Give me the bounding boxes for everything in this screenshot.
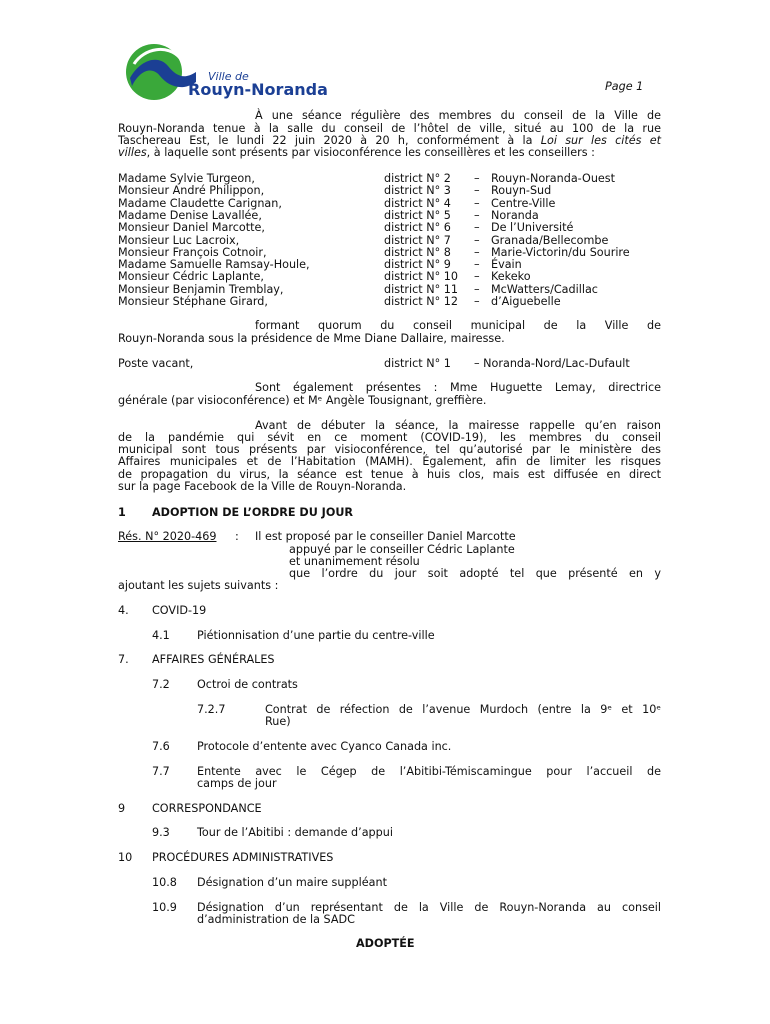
resolution-colon: :	[235, 530, 239, 543]
member-area: Noranda	[491, 208, 539, 222]
quorum-line-1: formant quorum du conseil municipal de la Ville de	[255, 319, 661, 332]
member-district: district N° 11	[384, 282, 458, 296]
member-name: Monsieur Daniel Marcotte,	[118, 221, 265, 235]
present-line-2: générale (par visioconférence) et Mᵉ Angèle Tousignant, greffière.	[118, 394, 487, 407]
agenda-7-6-text: Protocole d’entente avec Cyanco Canada inc.	[197, 740, 452, 753]
adopted-label: ADOPTÉE	[356, 937, 415, 950]
agenda-7-title: AFFAIRES GÉNÉRALES	[152, 653, 275, 666]
member-area: McWatters/Cadillac	[491, 282, 598, 296]
city-logo	[124, 42, 344, 102]
agenda-7-6-num: 7.6	[152, 740, 170, 753]
agenda-9-3-text: Tour de l’Abitibi : demande d’appui	[197, 826, 393, 839]
agenda-7-2-7-num: 7.2.7	[197, 703, 226, 716]
section-title: ADOPTION DE L’ORDRE DU JOUR	[152, 506, 354, 519]
member-name: Madame Denise Lavallée,	[118, 208, 262, 222]
vacant-label: Poste vacant,	[118, 357, 194, 370]
agenda-10-9-line-2: d’administration de la SADC	[197, 913, 355, 926]
member-dash: –	[474, 258, 480, 272]
member-dash: –	[474, 282, 480, 296]
member-district: district N° 2	[384, 172, 451, 185]
agenda-4-title: COVID-19	[152, 604, 207, 617]
agenda-7-num: 7.	[118, 653, 129, 666]
member-name: Madame Sylvie Turgeon,	[118, 172, 255, 185]
member-name: Monsieur Stéphane Girard,	[118, 295, 268, 308]
resolution-ref: Rés. N° 2020-469	[118, 530, 217, 543]
member-dash: –	[474, 221, 480, 235]
member-district: district N° 6	[384, 221, 451, 235]
agenda-9-title: CORRESPONDANCE	[152, 802, 262, 815]
resolution-line-5: ajoutant les sujets suivants :	[118, 579, 279, 592]
member-dash: –	[474, 208, 480, 222]
member-district: district N° 9	[384, 258, 451, 272]
member-name: Madame Claudette Carignan,	[118, 196, 282, 210]
page-number: Page 1	[605, 80, 644, 93]
member-district: district N° 7	[384, 233, 451, 247]
vacant-district: district N° 1	[384, 357, 451, 370]
agenda-10-8-text: Désignation d’un maire suppléant	[197, 876, 387, 889]
intro-line-2: Rouyn-Noranda tenue à la salle du conseil de l’hôtel de ville, situé au 100 de la rue	[118, 122, 661, 135]
resolution-line-2: appuyé par le conseiller Cédric Laplante	[289, 543, 515, 556]
agenda-10-title: PROCÉDURES ADMINISTRATIVES	[152, 851, 334, 864]
covid-line-5: de propagation du virus, la séance est tenue à huis clos, mais est diffusée en direct	[118, 468, 661, 481]
member-name: Monsieur André Philippon,	[118, 184, 265, 198]
agenda-9-num: 9	[118, 802, 126, 815]
member-area: Évain	[491, 258, 522, 272]
member-area: Rouyn-Sud	[491, 184, 552, 198]
quorum-line-2: Rouyn-Noranda sous la présidence de Mme Diane Dallaire, mairesse.	[118, 332, 505, 345]
member-district: district N° 10	[384, 270, 458, 284]
covid-line-3: municipal sont tous présents par visioconférence, tel qu’autorisé par le ministère des	[118, 443, 661, 456]
agenda-4-num: 4.	[118, 604, 129, 617]
agenda-7-7-line-1: Entente avec le Cégep de l’Abitibi-Témiscamingue pour l’accueil de	[197, 765, 661, 778]
member-area: De l’Université	[491, 221, 574, 235]
agenda-10-9-num: 10.9	[152, 901, 177, 914]
agenda-7-2-7-line-1: Contrat de réfection de l’avenue Murdoch (entre la 9ᵉ et 10ᵉ	[265, 703, 661, 716]
member-name: Monsieur Luc Lacroix,	[118, 233, 240, 247]
agenda-4-1-text: Piétionnisation d’une partie du centre-ville	[197, 629, 435, 642]
member-name: Monsieur François Cotnoir,	[118, 245, 267, 259]
section-number: 1	[118, 506, 126, 519]
intro-line-3: Taschereau Est, le lundi 22 juin 2020 à 20 h, conformément à la Loi sur les cités et	[118, 134, 661, 147]
covid-line-1: Avant de débuter la séance, la mairesse rappelle qu’en raison	[255, 419, 661, 432]
member-dash: –	[474, 245, 480, 259]
member-district: district N° 12	[384, 295, 458, 308]
member-dash: –	[474, 270, 480, 284]
agenda-10-num: 10	[118, 851, 133, 864]
agenda-7-2-text: Octroi de contrats	[197, 678, 298, 691]
member-dash: –	[474, 172, 480, 185]
resolution-line-1: Il est proposé par le conseiller Daniel Marcotte	[255, 530, 516, 543]
agenda-7-2-7-line-2: Rue)	[265, 715, 291, 728]
covid-line-6: sur la page Facebook de la Ville de Rouyn-Noranda.	[118, 480, 407, 493]
intro-line-1: À une séance régulière des membres du conseil de la Ville de	[255, 109, 661, 122]
member-area: Granada/Bellecombe	[491, 233, 609, 247]
agenda-9-3-num: 9.3	[152, 826, 170, 839]
logo-big-text: Rouyn-Noranda	[188, 80, 328, 99]
agenda-10-9-line-1: Désignation d’un représentant de la Ville de Rouyn-Noranda au conseil	[197, 901, 661, 914]
resolution-line-3: et unanimement résolu	[289, 555, 420, 568]
agenda-4-1-num: 4.1	[152, 629, 170, 642]
member-dash: –	[474, 295, 480, 308]
member-name: Monsieur Cédric Laplante,	[118, 270, 264, 284]
member-name: Madame Samuelle Ramsay-Houle,	[118, 258, 310, 272]
member-district: district N° 5	[384, 208, 451, 222]
member-area: Kekeko	[491, 270, 531, 284]
present-line-1: Sont également présentes : Mme Huguette Lemay, directrice	[255, 381, 661, 394]
agenda-10-8-num: 10.8	[152, 876, 177, 889]
resolution-line-4: que l’ordre du jour soit adopté tel que présenté en y	[289, 567, 661, 580]
member-area: Marie-Victorin/du Sourire	[491, 245, 630, 259]
logo-small-text: Ville de	[208, 70, 249, 83]
member-area: Rouyn-Noranda-Ouest	[491, 172, 616, 185]
member-area: d’Aiguebelle	[491, 295, 561, 308]
member-name: Monsieur Benjamin Tremblay,	[118, 282, 284, 296]
member-district: district N° 8	[384, 245, 451, 259]
agenda-7-7-num: 7.7	[152, 765, 170, 778]
intro-line-4: villes, à laquelle sont présents par visioconférence les conseillères et les conseillers :	[118, 146, 595, 159]
member-dash: –	[474, 196, 480, 210]
member-district: district N° 4	[384, 196, 451, 210]
member-dash: –	[474, 184, 480, 198]
member-district: district N° 3	[384, 184, 451, 198]
member-area: Centre-Ville	[491, 196, 556, 210]
member-dash: –	[474, 233, 480, 247]
agenda-7-7-line-2: camps de jour	[197, 777, 277, 790]
covid-line-2: de la pandémie qui sévit en ce moment (COVID-19), les membres du conseil	[118, 431, 661, 444]
covid-line-4: Affaires municipales et de l’Habitation (MAMH). Également, afin de limiter les risques	[118, 455, 661, 468]
vacant-area: – Noranda-Nord/Lac-Dufault	[474, 357, 630, 370]
agenda-7-2-num: 7.2	[152, 678, 170, 691]
